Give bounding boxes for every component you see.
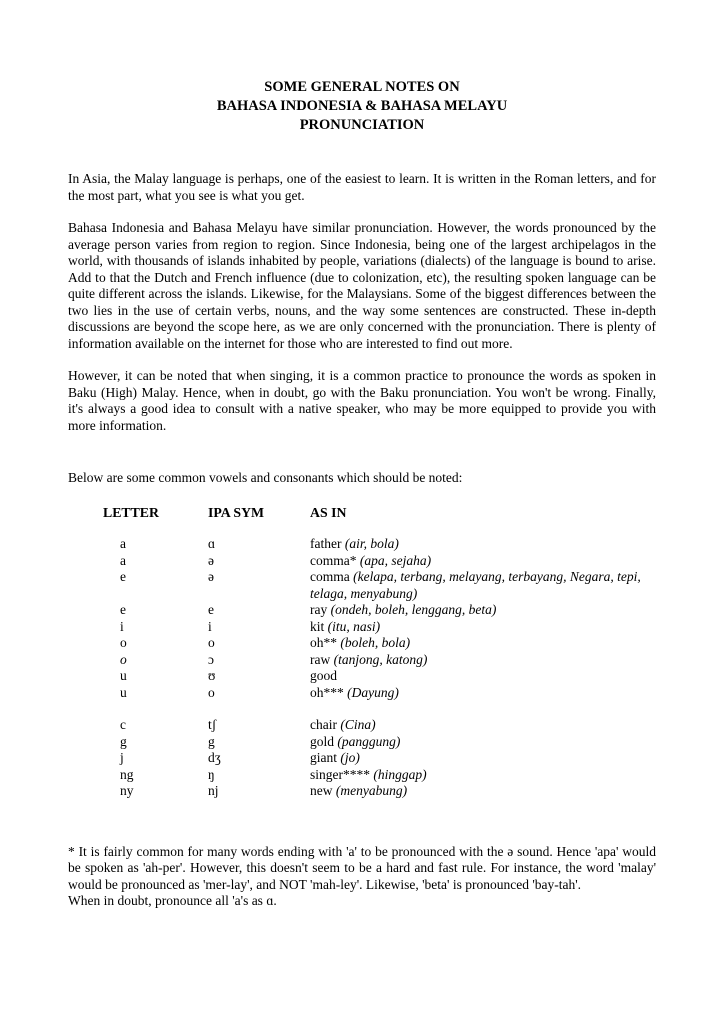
paragraph-differences: Bahasa Indonesia and Bahasa Melayu have similar pronunciation. However, the words pronounced by the average person varies from region to region. Since Indonesia, being one of the largest archipelagos in the world, with thousands of islands inhabited by people, variations (dialects) of the language is bound to arise. Add to that the Dutch and French influence (due to colonization, etc), the resulting spoken language can be quite different across the islands. Likewise, for the Malaysians. Some of the biggest differences between the two lies in the use of certain verbs, nouns, and the way some sentences are constructed. These in-depth discussions are beyond the scope here, as we are only concerned with the pronunciation. There is plenty of information available on the internet for those who are interested to find out more. [68, 220, 656, 351]
asin-examples: (panggung) [337, 733, 401, 749]
footnote-last-line: When in doubt, pronounce all 'a's as ɑ. [68, 893, 277, 908]
ipa-cell: o [208, 684, 215, 700]
asin-examples: (tanjong, katong) [333, 651, 428, 667]
letter-cell: ny [120, 783, 134, 798]
asin-word: giant [310, 750, 337, 765]
asin-cell [310, 734, 656, 751]
asin-cell [310, 536, 656, 553]
table-row [103, 602, 656, 619]
table-row [103, 750, 656, 767]
paragraph-singing: However, it can be noted that when singing, it is a common practice to pronounce the words as spoken in Baku (High) Malay. Hence, when in doubt, go with the Baku pronunciation. You won't be wrong. Finally, it's always a good idea to consult with a native speaker, who may be more equipped to provide you with more information. [68, 368, 656, 433]
asin-examples: (jo) [340, 750, 360, 765]
asin-cell [310, 619, 656, 636]
ipa-cell: ŋ [208, 766, 215, 782]
table-row [103, 619, 656, 636]
asin-cell [310, 635, 656, 652]
asin-examples: (hinggap) [373, 766, 427, 782]
letter-cell: g [120, 733, 127, 749]
ipa-cell: e [208, 602, 214, 617]
table-row [103, 685, 656, 702]
asin-examples: (Dayung) [347, 684, 399, 700]
asin-cell [310, 717, 656, 734]
table-row [103, 767, 656, 784]
asin-cell [310, 652, 656, 669]
asin-word: oh** [310, 635, 337, 650]
letter-cell: a [120, 552, 126, 568]
header-letter: LETTER [103, 504, 159, 520]
header-ipa: IPA SYM [208, 504, 265, 520]
ipa-cell: ɔ [208, 651, 214, 667]
asin-cell [310, 553, 656, 570]
title-line-1: SOME GENERAL NOTES ON [264, 79, 460, 95]
asin-word: comma* [310, 552, 357, 568]
ipa-cell: g [208, 733, 215, 749]
letter-cell: a [120, 536, 126, 551]
table-header-row [103, 505, 656, 522]
document-title [68, 78, 656, 135]
asin-examples: (menyabung) [335, 783, 408, 798]
asin-word: comma [310, 569, 350, 584]
asin-examples: (boleh, bola) [340, 635, 411, 650]
ipa-cell: i [208, 618, 212, 634]
letter-cell: u [120, 684, 127, 700]
ipa-cell: ʊ [208, 668, 216, 683]
asin-word: ray [310, 602, 328, 617]
ipa-cell: ə [208, 552, 214, 568]
asin-cell [310, 569, 656, 602]
ipa-cell: dʒ [208, 750, 221, 765]
asin-cell [310, 668, 656, 685]
asin-examples: (ondeh, boleh, lenggang, beta) [330, 602, 497, 617]
table-row [103, 553, 656, 570]
letter-cell: c [120, 717, 126, 732]
table-intro-text: Below are some common vowels and consonants which should be noted: [68, 470, 463, 485]
asin-word: oh*** [310, 684, 344, 700]
table-row [103, 668, 656, 685]
asin-word: gold [310, 733, 335, 749]
asin-cell [310, 750, 656, 767]
ipa-cell: nj [208, 783, 219, 798]
table-row [103, 717, 656, 734]
asin-examples: (air, bola) [344, 536, 399, 551]
table-row [103, 734, 656, 751]
letter-cell: o [120, 635, 127, 650]
asin-examples: (kelapa, terbang, melayang, terbayang, Negara, tepi, telaga, menyabung) [310, 569, 641, 601]
letter-cell: e [120, 569, 126, 584]
asin-cell [310, 767, 656, 784]
footnote-paragraph: * It is fairly common for many words ending with 'a' to be pronounced with the ə sound. Hence 'apa' would be spoken as 'ah-per'. However, this doesn't seem to be a hard and fast rule. For instance, the word 'malay' would be pronounced as 'mer-lay', and NOT 'mah-ley'. Likewise, 'beta' is pronounced 'bay-tah'. [68, 843, 656, 892]
ipa-cell: tʃ [208, 717, 217, 732]
paragraph-intro: In Asia, the Malay language is perhaps, one of the easiest to learn. It is written in the Roman letters, and for the most part, what you see is what you get. [68, 171, 656, 203]
ipa-cell: ə [208, 569, 214, 584]
asin-word: father [310, 536, 342, 551]
table-row [103, 783, 656, 800]
asin-word: kit [310, 618, 325, 634]
asin-word: singer**** [310, 766, 370, 782]
asin-word: chair [310, 717, 337, 732]
title-line-2: BAHASA INDONESIA & BAHASA MELAYU [216, 98, 508, 114]
asin-cell [310, 783, 656, 800]
pronunciation-table [103, 505, 656, 800]
asin-examples: (Cina) [340, 717, 376, 732]
asin-cell [310, 602, 656, 619]
letter-cell: i [120, 618, 124, 634]
table-row [103, 569, 656, 602]
asin-word: good [310, 668, 337, 683]
table-row [103, 536, 656, 553]
letter-cell: o [120, 651, 127, 667]
asin-examples: (apa, sejaha) [359, 552, 432, 568]
ipa-cell: o [208, 635, 215, 650]
asin-cell [310, 685, 656, 702]
asin-examples: (itu, nasi) [327, 618, 381, 634]
header-asin: AS IN [310, 504, 347, 520]
letter-cell: u [120, 668, 127, 683]
asin-word: raw [310, 651, 331, 667]
title-line-3: PRONUNCIATION [299, 117, 425, 133]
table-row [103, 635, 656, 652]
asin-word: new [310, 783, 333, 798]
table-row [103, 652, 656, 669]
ipa-cell: ɑ [208, 536, 216, 551]
letter-cell: ng [120, 766, 134, 782]
letter-cell: e [120, 602, 126, 617]
letter-cell: j [120, 750, 124, 765]
